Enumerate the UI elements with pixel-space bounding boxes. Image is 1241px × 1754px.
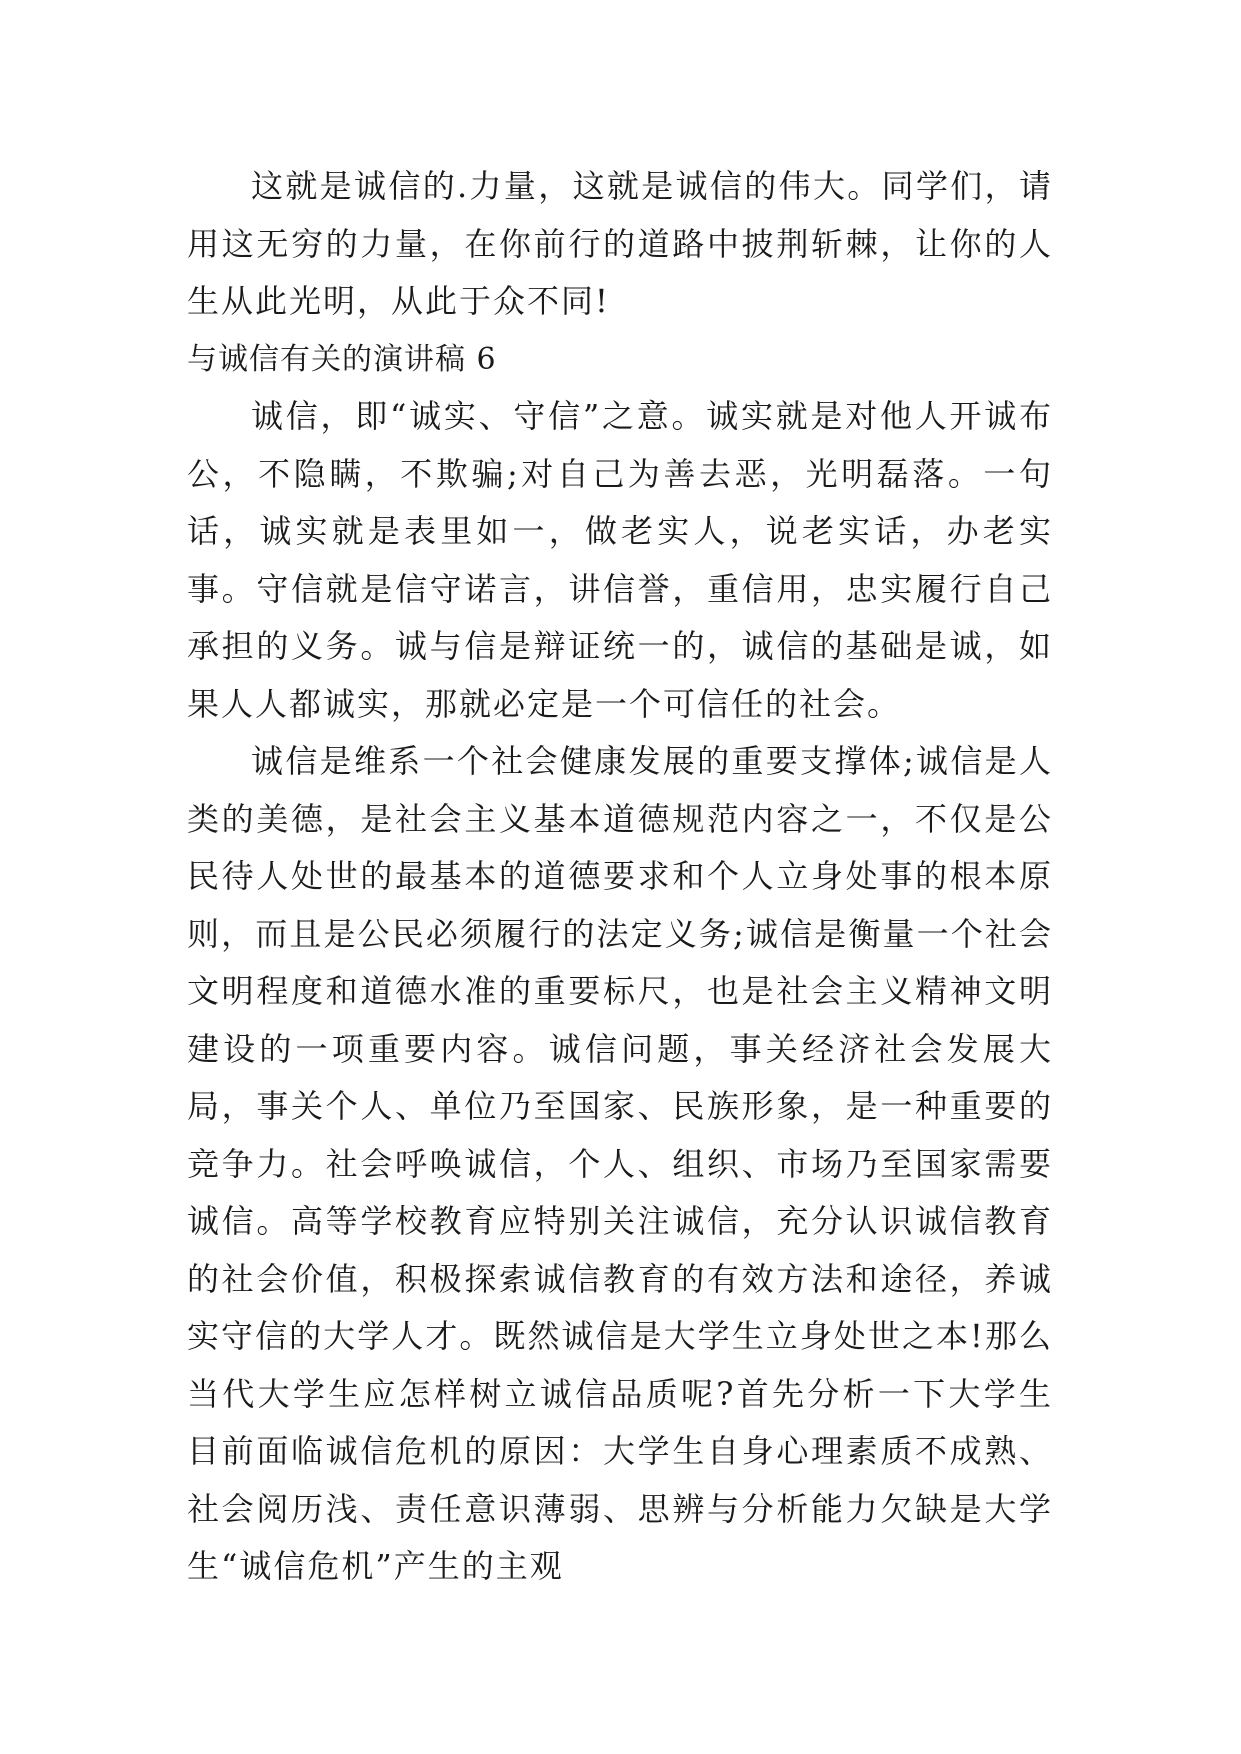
section-heading: 与诚信有关的演讲稿 6 bbox=[187, 341, 497, 377]
paragraph: 诚信是维系一个社会健康发展的重要支撑体;诚信是人类的美德，是社会主义基本道德规范内容之一，不仅是公民待人处世的最基本的道德要求和个人立身处事的根本原则，而且是公民必须履行的法定义务;诚信是衡量一个社会文明程度和道德水准的重要标尺，也是社会主义精神文明建设的一项重要内容。诚信问题，事关经济社会发展大局，事关个人、单位乃至国家、民族形象，是一种重要的竞争力。社会呼唤诚信，个人、组织、市场乃至国家需要诚信。高等学校教育应特别关注诚信，充分认识诚信教育的社会价值，积极探索诚信教育的有效方法和途径，养诚实守信的大学人才。既然诚信是大学生立身处世之本!那么当代大学生应怎样树立诚信品质呢?首先分析一下大学生目前面临诚信危机的原因：大学生自身心理素质不成熟、社会阅历浅、责任意识薄弱、思辨与分析能力欠缺是大学生“诚信危机”产生的主观 bbox=[187, 742, 1053, 1585]
paragraph: 诚信，即“诚实、守信”之意。诚实就是对他人开诚布公，不隐瞒，不欺骗;对自己为善去恶，光明磊落。一句话，诚实就是表里如一，做老实人，说老实话，办老实事。守信就是信守诺言，讲信誉，重信用，忠实履行自己承担的义务。诚与信是辩证统一的，诚信的基础是诚，如果人人都诚实，那就必定是一个可信任的社会。 bbox=[187, 397, 1053, 723]
paragraph: 这就是诚信的.力量，这就是诚信的伟大。同学们，请用这无穷的力量，在你前行的道路中披荆斩棘，让你的人生从此光明，从此于众不同! bbox=[187, 167, 1053, 320]
document-body bbox=[187, 158, 1053, 1596]
